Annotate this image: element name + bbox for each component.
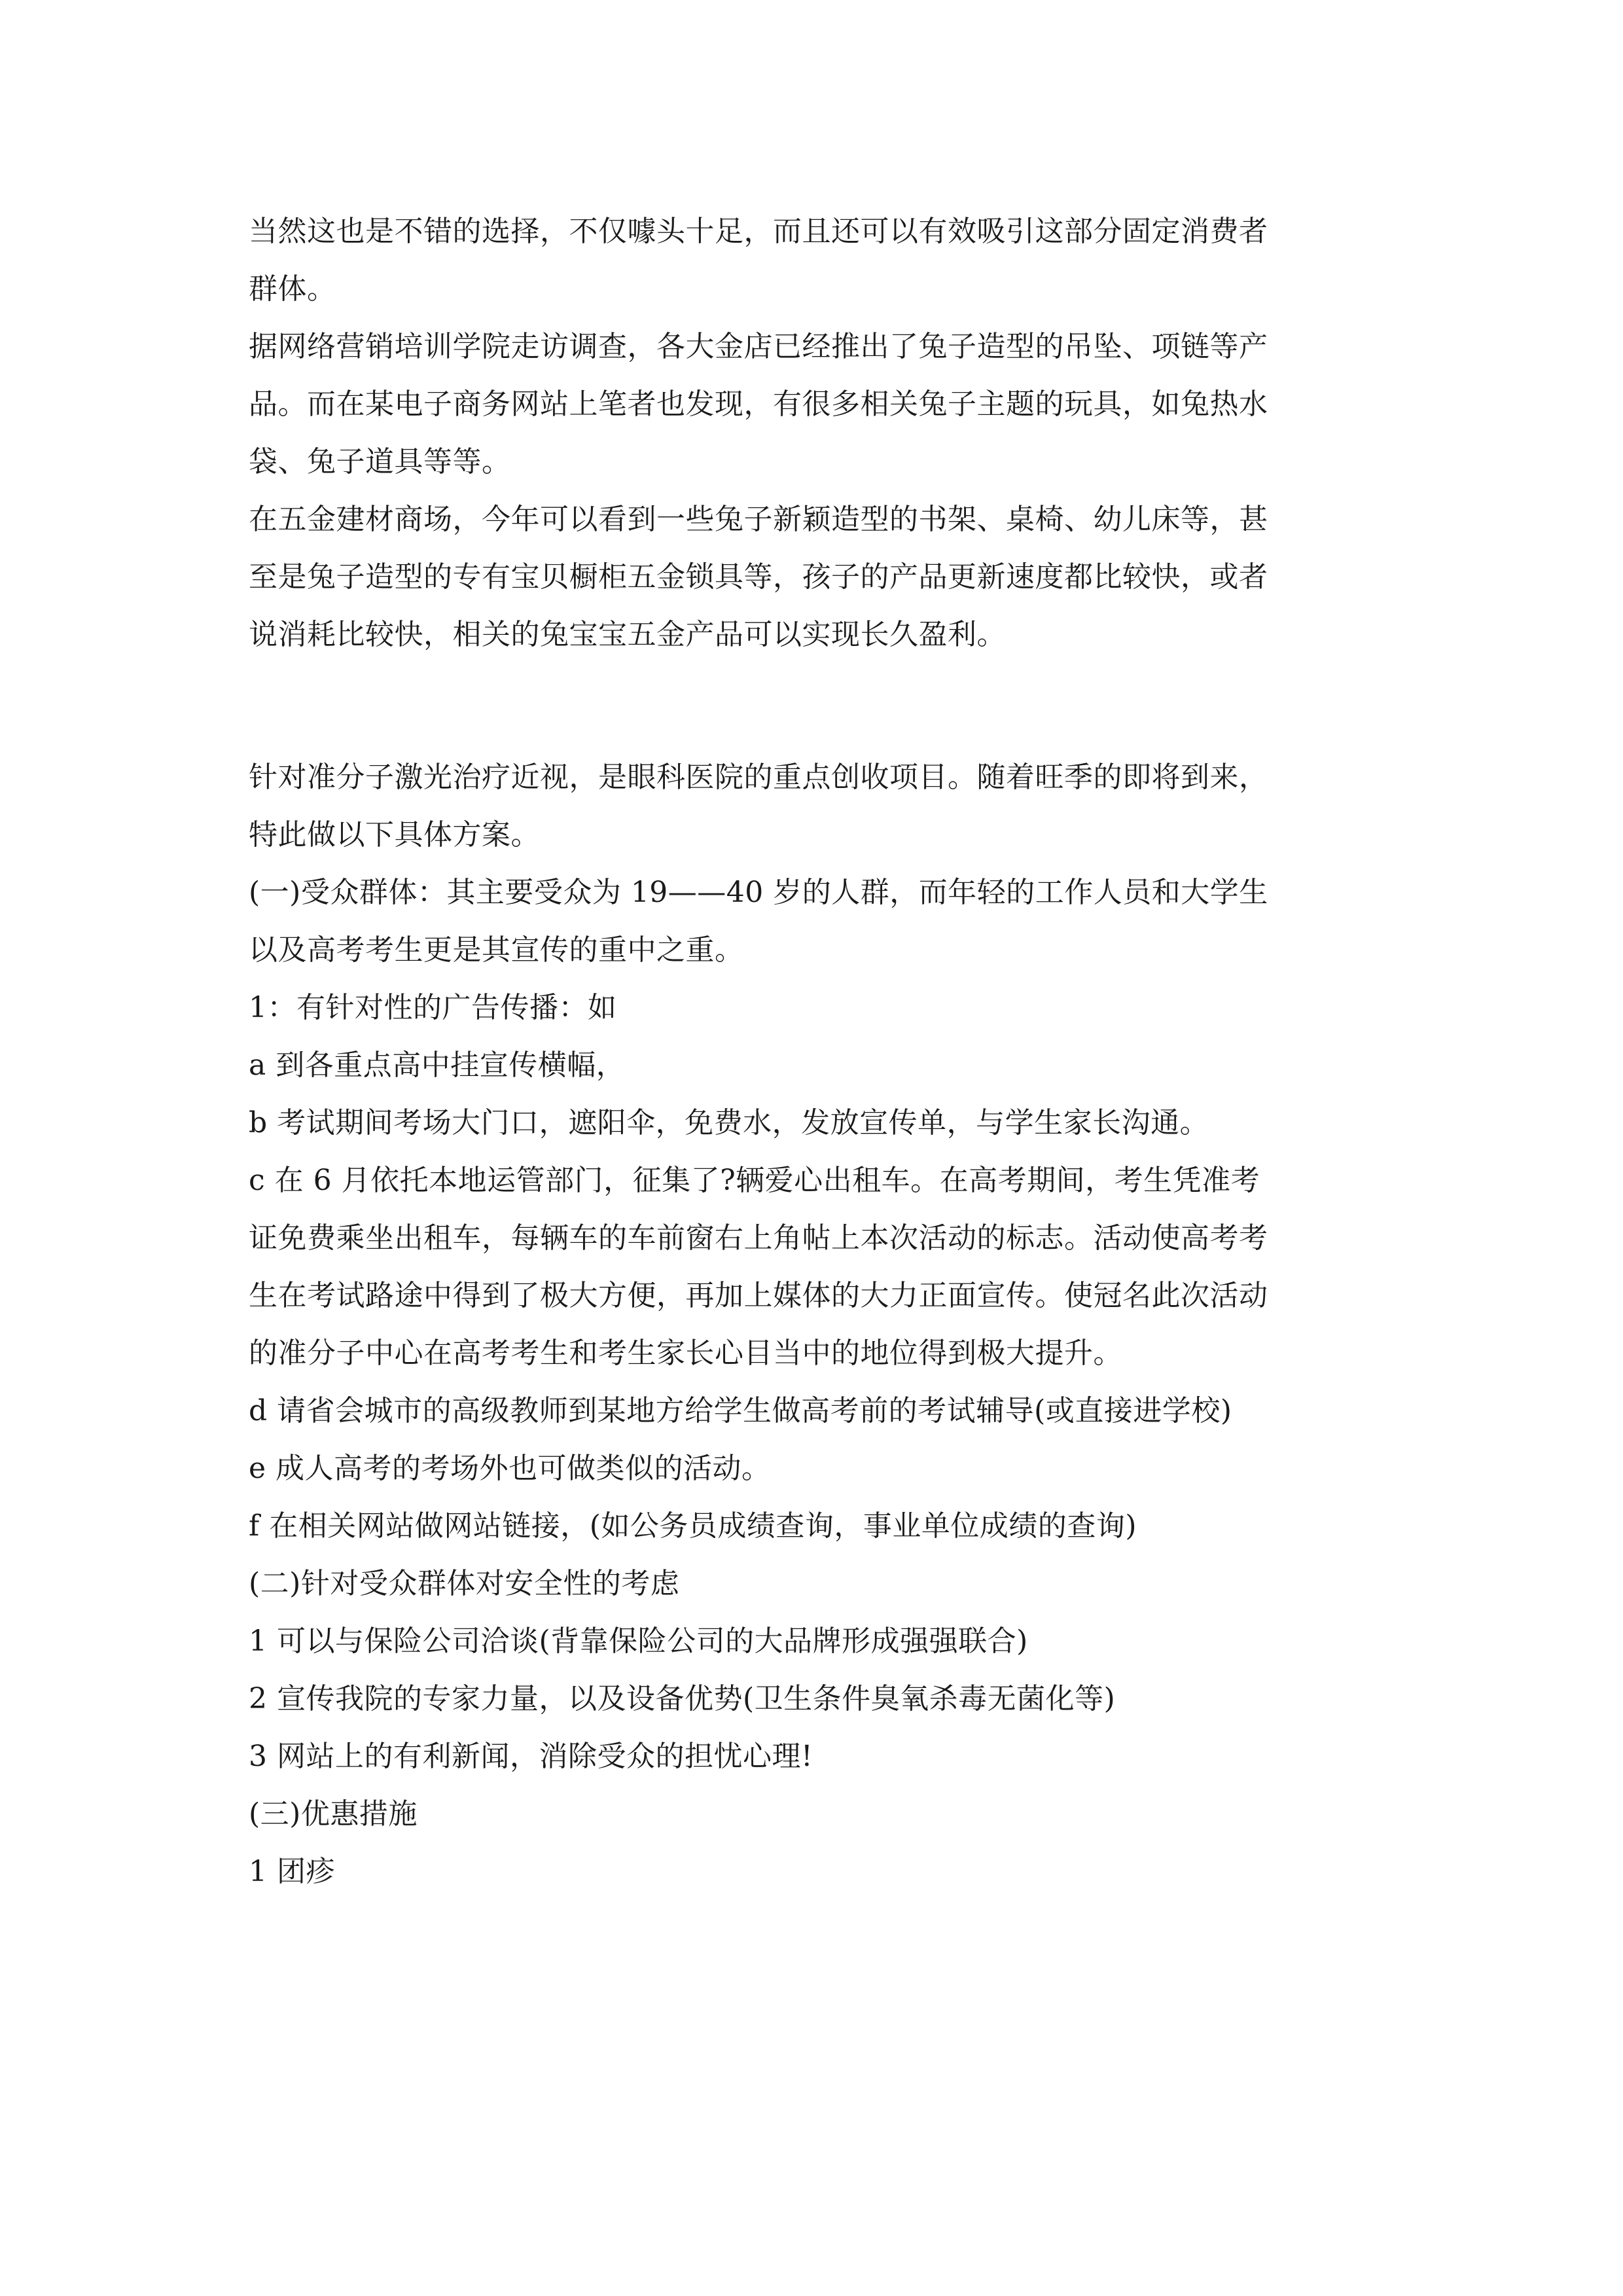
list-item-e: e 成人高考的考场外也可做类似的活动。 — [249, 1452, 771, 1485]
list-item-c: c 在 6 月依托本地运管部门，征集了?辆爱心出租车。在高考期间，考生凭准考 — [249, 1164, 1260, 1197]
text-line: 群体。 — [249, 272, 336, 306]
text-line: 品。而在某电子商务网站上笔者也发现，有很多相关兔子主题的玩具，如兔热水 — [249, 387, 1268, 421]
section-heading-audience: (一)受众群体：其主要受众为 19——40 岁的人群，而年轻的工作人员和大学生 — [249, 876, 1268, 909]
text-line: 以及高考考生更是其宣传的重中之重。 — [249, 933, 744, 967]
document-body — [249, 203, 1420, 1901]
text-line: 生在考试路途中得到了极大方便，再加上媒体的大力正面宣传。使冠名此次活动 — [249, 1279, 1268, 1312]
list-item-a: a 到各重点高中挂宣传横幅， — [249, 1049, 626, 1082]
text-line: 的准分子中心在高考考生和考生家长心目当中的地位得到极大提升。 — [249, 1336, 1122, 1370]
text-line: 在五金建材商场，今年可以看到一些兔子新颖造型的书架、桌椅、幼儿床等，甚 — [249, 503, 1268, 536]
list-item-1: 1 团疹 — [249, 1855, 335, 1888]
list-item-3: 3 网站上的有利新闻，消除受众的担忧心理! — [249, 1740, 813, 1773]
paragraph-eye-hospital-plan — [249, 749, 1420, 1901]
text-line: 据网络营销培训学院走访调查，各大金店已经推出了兔子造型的吊坠、项链等产 — [249, 330, 1268, 363]
text-line: 说消耗比较快，相关的兔宝宝五金产品可以实现长久盈利。 — [249, 618, 1006, 651]
list-item-2: 2 宣传我院的专家力量，以及设备优势(卫生条件臭氧杀毒无菌化等) — [249, 1682, 1116, 1715]
section-heading-discounts: (三)优惠措施 — [249, 1797, 418, 1831]
text-line: 当然这也是不错的选择，不仅噱头十足，而且还可以有效吸引这部分固定消费者 — [249, 215, 1268, 248]
paragraph-rabbit-products — [249, 203, 1420, 664]
list-item-b: b 考试期间考场大门口，遮阳伞，免费水，发放宣传单，与学生家长沟通。 — [249, 1106, 1209, 1139]
paragraph-gap — [249, 664, 1420, 749]
text-line: 针对准分子激光治疗近视，是眼科医院的重点创收项目。随着旺季的即将到来， — [249, 761, 1268, 794]
text-line: 袋、兔子道具等等。 — [249, 445, 511, 478]
list-item-f: f 在相关网站做网站链接，(如公务员成绩查询，事业单位成绩的查询) — [249, 1509, 1137, 1543]
section-heading-safety: (二)针对受众群体对安全性的考虑 — [249, 1567, 680, 1600]
list-heading-ads: 1：有针对性的广告传播：如 — [249, 991, 617, 1024]
list-item-1: 1 可以与保险公司洽谈(背靠保险公司的大品牌形成强强联合) — [249, 1624, 1028, 1658]
list-item-d: d 请省会城市的高级教师到某地方给学生做高考前的考试辅导(或直接进学校) — [249, 1394, 1232, 1427]
text-line: 特此做以下具体方案。 — [249, 818, 540, 852]
text-line: 至是兔子造型的专有宝贝橱柜五金锁具等，孩子的产品更新速度都比较快，或者 — [249, 560, 1268, 594]
text-line: 证免费乘坐出租车，每辆车的车前窗右上角帖上本次活动的标志。活动使高考考 — [249, 1221, 1268, 1255]
